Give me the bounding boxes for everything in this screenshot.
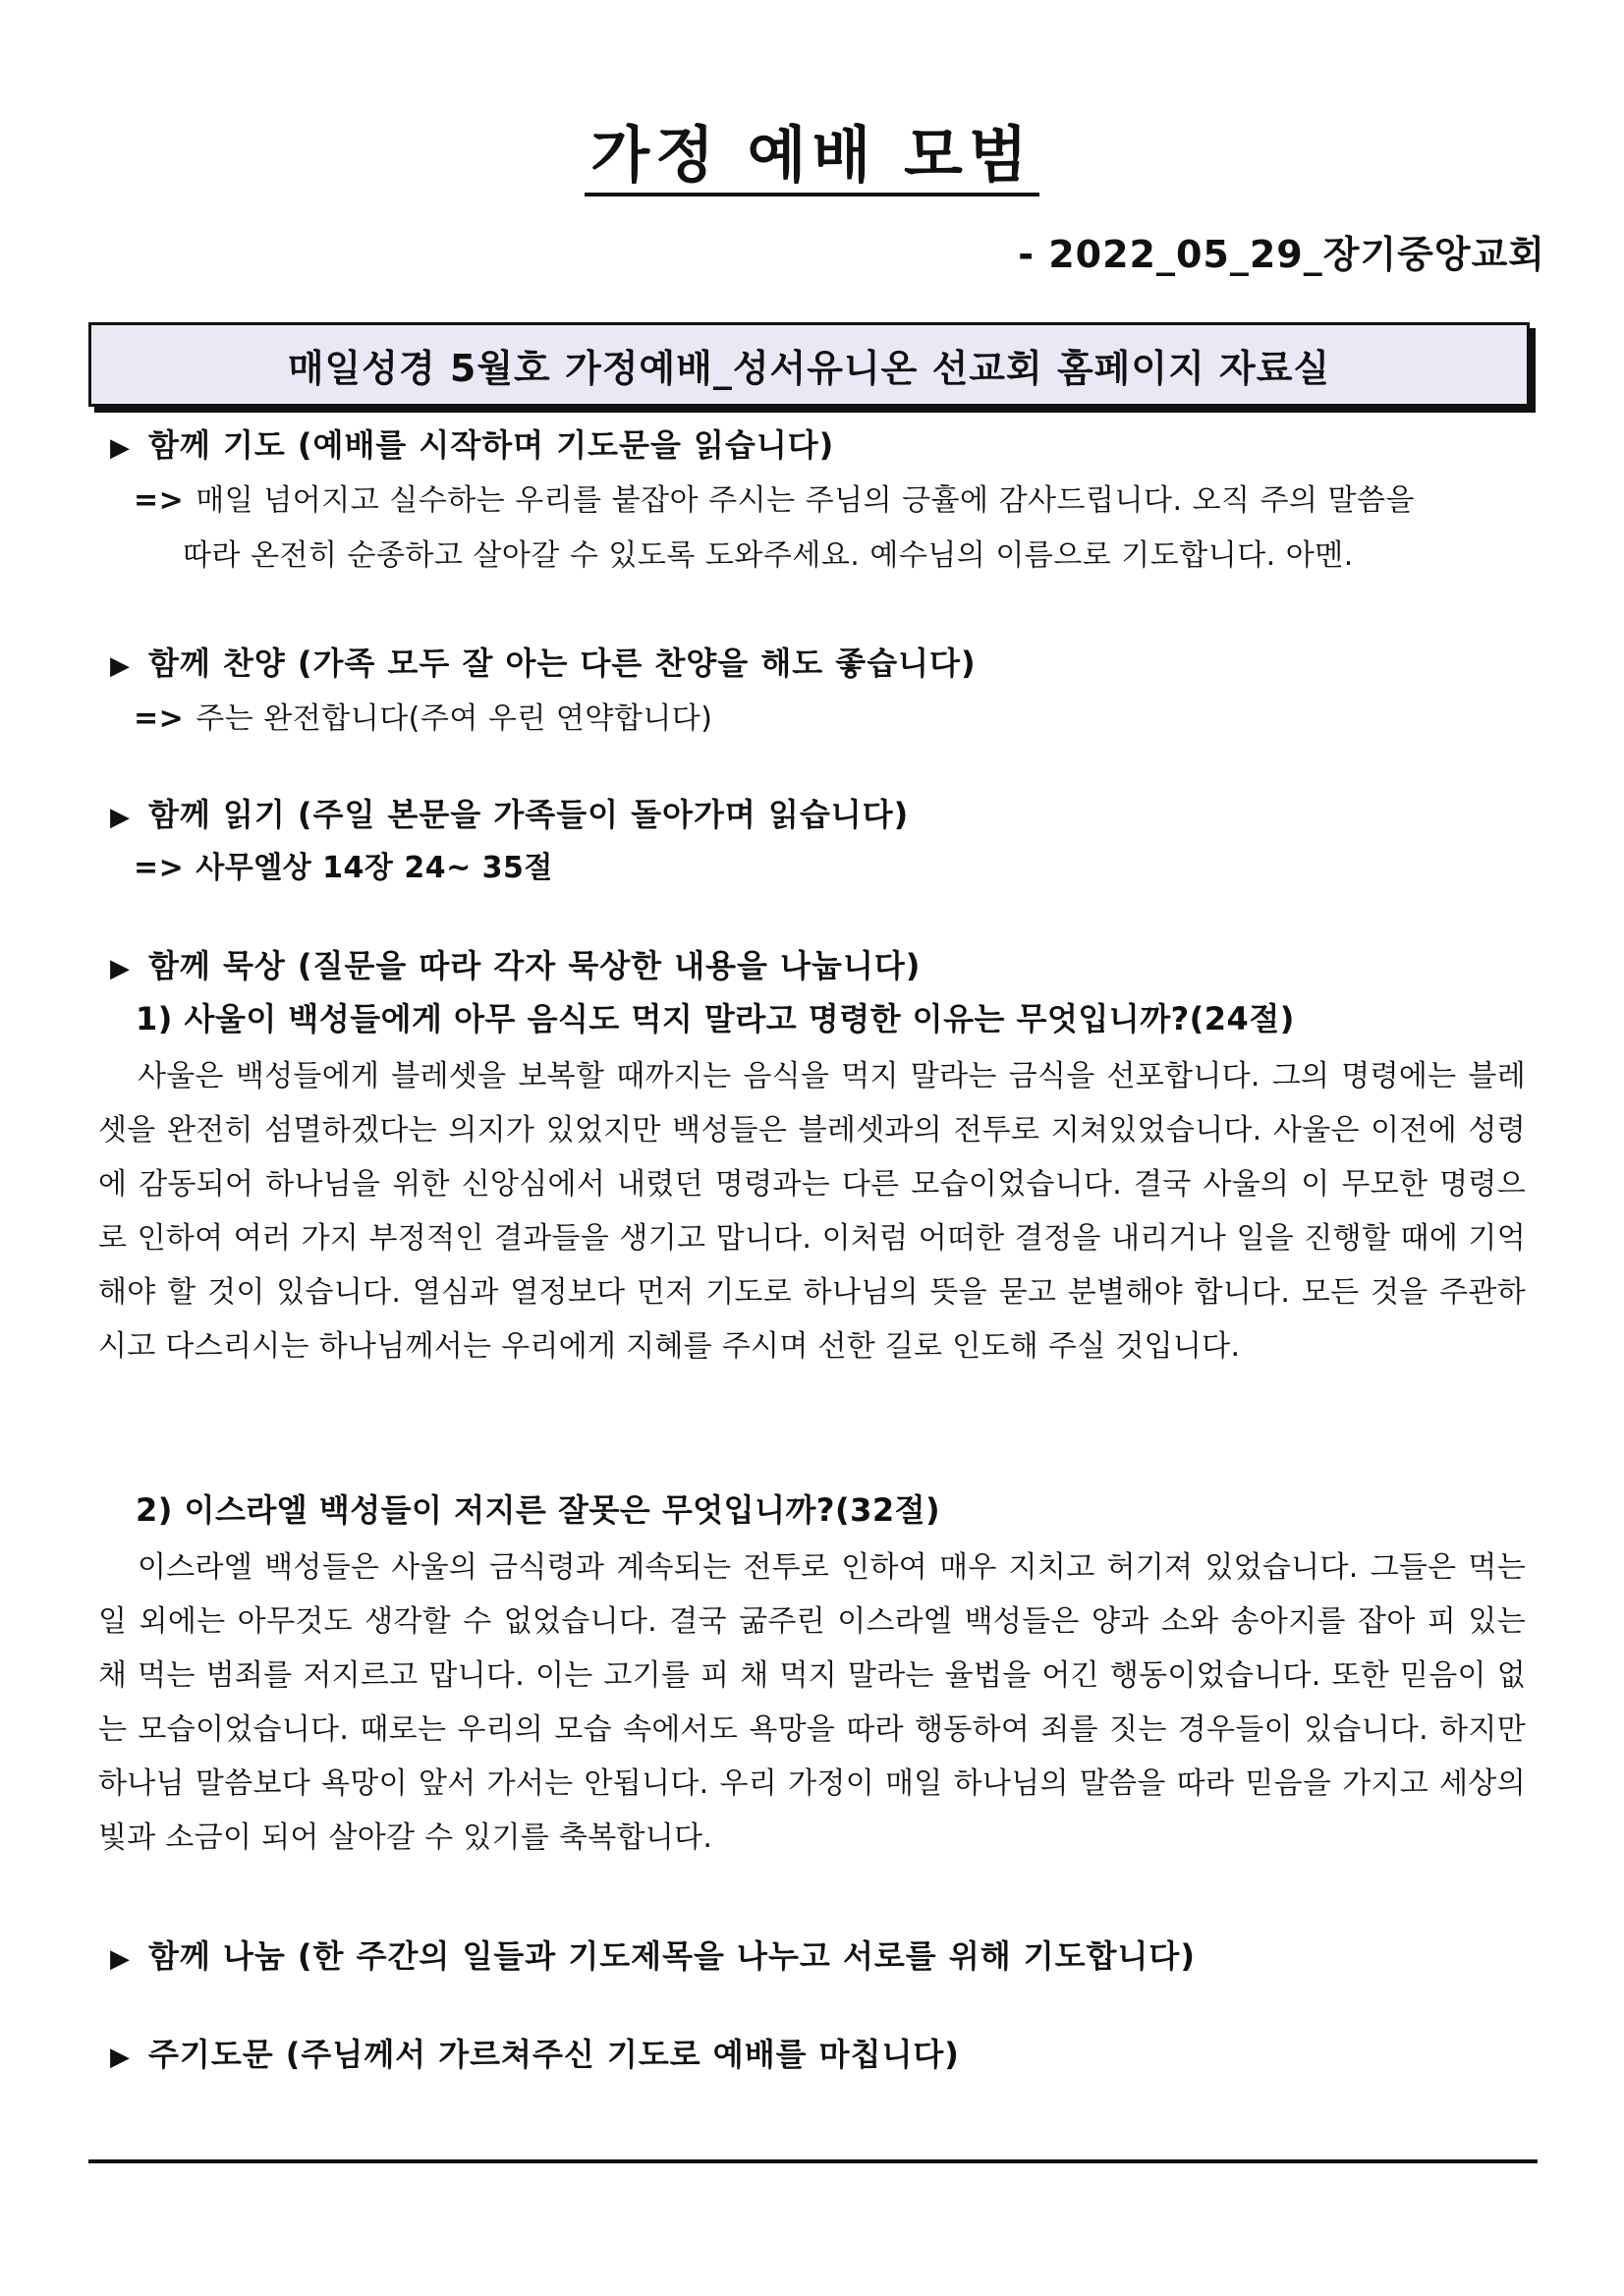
reading-answer: => 사무엘상 14장 24~ 35절 bbox=[134, 851, 553, 885]
bullet-arrow-icon: ▶ bbox=[110, 433, 131, 463]
bullet-arrow-icon: ▶ bbox=[110, 2043, 131, 2072]
prayer-text-line1: => 매일 넘어지고 실수하는 우리를 붙잡아 주시는 주님의 긍휼에 감사드립니다. 오직 주의 말씀을 bbox=[134, 483, 1415, 518]
prayer-text-line2: 따라 온전히 순종하고 살아갈 수 있도록 도와주세요. 예수님의 이름으로 기도합니다. 아멘. bbox=[183, 538, 1354, 573]
answer-1-paragraph: 사울은 백성들에게 블레셋을 보복할 때까지는 음식을 먹지 말라는 금식을 선포합니다. 그의 명령에는 블레셋을 완전히 섬멸하겠다는 의지가 있었지만 백성들은 블레셋과의 전투로 지쳐있었습니다. 사울은 이전에 성령에 감동되어 하나님을 위한 신앙심에서 내렸던 명령과는 다른 모습이었습니다. 결국 사울의 이 무모한 명령으로 인하여 여러 가지 부정적인 결과들을 생기고 맙니다. 이처럼 어떠한 결정을 내리거나 일을 진행할 때에 기억해야 할 것이 있습니다. 열심과 열정보다 먼저 기도로 하나님의 뜻을 묻고 분별해야 합니다. 모든 것을 주관하시고 다스리시는 하나님께서는 우리에게 지혜를 주시며 선한 길로 인도해 주실 것입니다. bbox=[98, 1059, 1526, 1364]
bullet-arrow-icon: ▶ bbox=[110, 1944, 131, 1974]
answer-2-paragraph: 이스라엘 백성들은 사울의 금식령과 계속되는 전투로 인하여 매우 지치고 허기져 있었습니다. 그들은 먹는 일 외에는 아무것도 생각할 수 없었습니다. 결국 굶주린 이스라엘 백성들은 양과 소와 송아지를 잡아 피 있는 채 먹는 범죄를 저지르고 맙니다. 이는 고기를 피 채 먹지 말라는 율법을 어긴 행동이었습니다. 또한 믿음이 없는 모습이었습니다. 때로는 우리의 모습 속에서도 욕망을 따라 행동하여 죄를 짓는 경우들이 있습니다. 하지만 하나님 말씀보다 욕망이 앞서 가서는 안됩니다. 우리 가정이 매일 하나님의 말씀을 따라 믿음을 가지고 세상의 빛과 소금이 되어 살아갈 수 있기를 축복합니다. bbox=[98, 1550, 1526, 1855]
heading-praise: ▶ 함께 찬양 (가족 모두 잘 아는 다른 찬양을 해도 좋습니다) bbox=[110, 644, 977, 682]
bullet-arrow-icon: ▶ bbox=[110, 651, 131, 681]
bullet-arrow-icon: ▶ bbox=[110, 803, 131, 832]
praise-answer: => 주는 완전합니다(주여 우린 연약합니다) bbox=[134, 701, 713, 736]
page-title: 가정 예배 모범 bbox=[0, 106, 1624, 194]
heading-meditation: ▶ 함께 묵상 (질문을 따라 각자 묵상한 내용을 나눕니다) bbox=[110, 947, 922, 984]
bullet-arrow-icon: ▶ bbox=[110, 954, 131, 983]
heading-reading: ▶ 함께 읽기 (주일 본문을 가족들이 돌아가며 읽습니다) bbox=[110, 796, 910, 833]
heading-prayer: ▶ 함께 기도 (예배를 시작하며 기도문을 읽습니다) bbox=[110, 426, 835, 464]
heading-lords-prayer: ▶ 주기도문 (주님께서 가르쳐주신 기도로 예배를 마칩니다) bbox=[110, 2036, 960, 2073]
answer-arrow-icon: => bbox=[134, 701, 185, 736]
answer-arrow-icon: => bbox=[134, 483, 185, 518]
answer-arrow-icon: => bbox=[134, 851, 185, 885]
source-banner: 매일성경 5월호 가정예배_성서유니온 선교회 홈페이지 자료실 bbox=[88, 322, 1530, 407]
question-2: 2) 이스라엘 백성들이 저지른 잘못은 무엇입니까?(32절) bbox=[136, 1491, 941, 1529]
footer-divider bbox=[88, 2159, 1538, 2163]
date-church-line: - 2022_05_29_장기중앙교회 bbox=[1018, 233, 1545, 276]
heading-sharing: ▶ 함께 나눔 (한 주간의 일들과 기도제목을 나누고 서로를 위해 기도합니다) bbox=[110, 1937, 1196, 1975]
question-1: 1) 사울이 백성들에게 아무 음식도 먹지 말라고 명령한 이유는 무엇입니까?(24절) bbox=[136, 1000, 1295, 1037]
